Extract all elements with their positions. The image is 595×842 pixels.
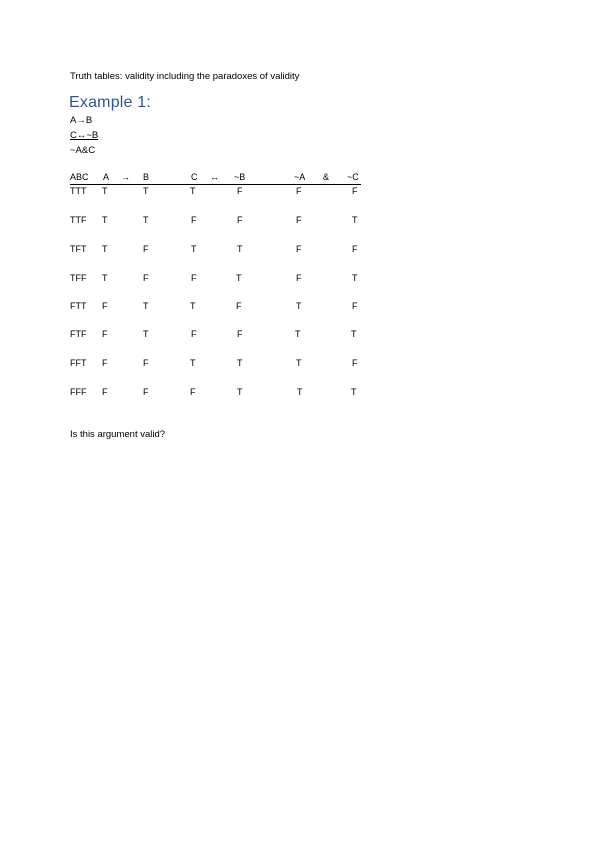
cell-row8-abc: FFF	[70, 387, 87, 397]
cell-row5-not-c: F	[352, 301, 358, 311]
premise-3: ~A&C	[70, 145, 96, 156]
cell-row8-a: F	[102, 387, 108, 397]
cell-row7-a: F	[102, 358, 108, 368]
cell-row1-c: T	[190, 186, 196, 196]
example-heading: Example 1:	[69, 94, 152, 111]
cell-row4-b: F	[143, 273, 149, 283]
cell-row4-a: T	[102, 273, 108, 283]
header-arrow: →	[121, 172, 130, 182]
cell-row7-b: F	[143, 358, 149, 368]
header-and: &	[323, 172, 330, 182]
premise-1: A→B	[70, 115, 93, 126]
header-c: C	[191, 172, 198, 182]
cell-row6-a: F	[102, 329, 108, 339]
cell-row2-not-c: T	[352, 215, 358, 225]
cell-row4-not-a: F	[296, 273, 302, 283]
cell-row5-abc: FTT	[70, 301, 87, 311]
header-not-b: ~B	[234, 172, 246, 182]
cell-row2-abc: TTF	[70, 215, 87, 225]
cell-row8-not-c: T	[351, 387, 357, 397]
cell-row7-c: T	[190, 358, 196, 368]
cell-row7-not-a: T	[296, 358, 302, 368]
cell-row2-not-a: F	[296, 215, 302, 225]
cell-row4-c: F	[191, 273, 197, 283]
premise-2: C↔~B	[70, 130, 99, 141]
cell-row5-not-a: T	[296, 301, 302, 311]
cell-row6-not-c: T	[351, 329, 357, 339]
header-biconditional: ↔	[210, 172, 219, 182]
cell-row1-abc: TTT	[70, 186, 87, 196]
cell-row6-not-a: T	[295, 329, 301, 339]
cell-row5-not-b: F	[236, 301, 242, 311]
cell-row3-not-a: F	[296, 244, 302, 254]
cell-row3-not-c: F	[352, 244, 358, 254]
cell-row3-a: T	[102, 244, 108, 254]
validity-question: Is this argument valid?	[70, 429, 166, 440]
cell-row4-abc: TFF	[70, 273, 87, 283]
cell-row6-not-b: F	[237, 329, 243, 339]
header-not-a: ~A	[294, 172, 306, 182]
cell-row5-a: F	[102, 301, 108, 311]
cell-row6-b: T	[143, 329, 149, 339]
truth-table-header-rule	[70, 184, 361, 185]
header-b: B	[143, 172, 150, 182]
cell-row4-not-c: T	[352, 273, 358, 283]
cell-row2-c: F	[191, 215, 197, 225]
cell-row3-abc: TFT	[70, 244, 87, 254]
cell-row8-b: F	[143, 387, 149, 397]
cell-row2-not-b: F	[237, 215, 243, 225]
cell-row8-not-a: T	[297, 387, 303, 397]
cell-row1-not-c: F	[352, 186, 358, 196]
cell-row7-not-c: F	[352, 358, 358, 368]
cell-row3-not-b: T	[237, 244, 243, 254]
cell-row1-b: T	[143, 186, 149, 196]
cell-row1-not-b: F	[237, 186, 243, 196]
cell-row6-c: F	[191, 329, 197, 339]
cell-row1-a: T	[102, 186, 108, 196]
cell-row4-not-b: T	[236, 273, 242, 283]
cell-row8-c: F	[190, 387, 196, 397]
cell-row7-abc: FFT	[70, 358, 87, 368]
cell-row1-not-a: F	[296, 186, 302, 196]
cell-row3-c: T	[191, 244, 197, 254]
header-not-c: ~C	[347, 172, 359, 182]
cell-row5-b: T	[143, 301, 149, 311]
header-abc: ABC	[70, 172, 89, 182]
cell-row2-a: T	[102, 215, 108, 225]
cell-row7-not-b: T	[237, 358, 243, 368]
cell-row8-not-b: T	[237, 387, 243, 397]
cell-row5-c: T	[190, 301, 196, 311]
header-a: A	[103, 172, 110, 182]
cell-row3-b: F	[143, 244, 149, 254]
cell-row2-b: T	[143, 215, 149, 225]
document-title: Truth tables: validity including the paradoxes of validity	[70, 71, 300, 82]
cell-row6-abc: FTF	[70, 329, 87, 339]
